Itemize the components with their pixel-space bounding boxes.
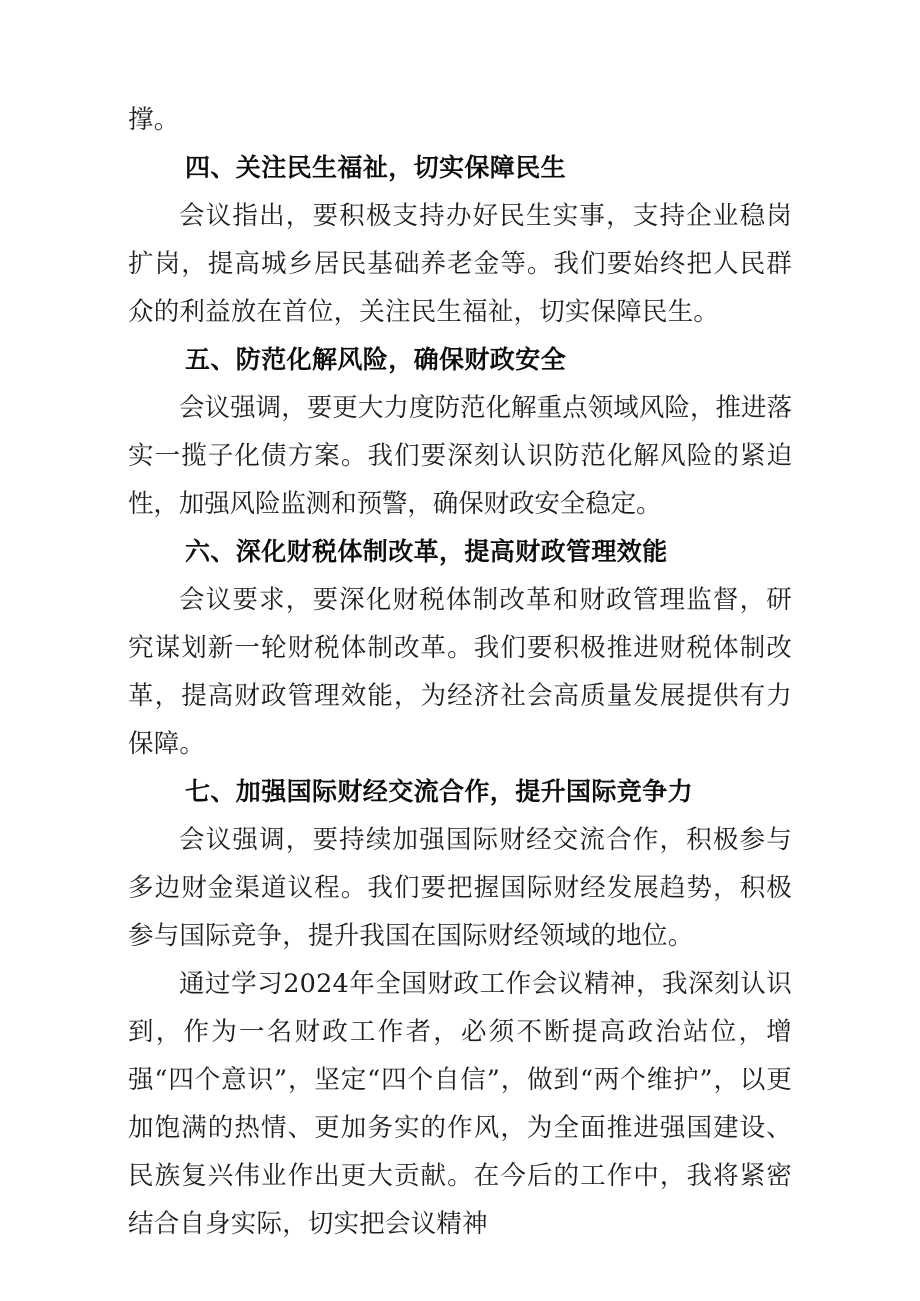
heading-section-five: 五、防范化解风险，确保财政安全 <box>185 346 567 374</box>
paragraph-section-five: 会议强调，要更大力度防范化解重点领域风险，推进落实一揽子化债方案。我们要深刻认识防范化解风险的紧迫性，加强风险监测和预警，确保财政安全稳定。 <box>128 393 792 519</box>
heading-section-four: 四、关注民生福祉，切实保障民生 <box>185 154 567 182</box>
paragraph-conclusion: 通过学习2024年全国财政工作会议精神，我深刻认识到，作为一名财政工作者，必须不断提高政治站位，增强“四个意识”，坚定“四个自信”，做到“两个维护”，以更加饱满的热情、更加务实的作风，为全面推进强国建设、民族复兴伟业作出更大贡献。在今后的工作中，我将紧密结合自身实际，切实把会议精神 <box>128 969 792 1239</box>
document-body <box>128 96 792 1248</box>
paragraph-section-six: 会议要求，要深化财税体制改革和财政管理监督，研究谋划新一轮财税体制改革。我们要积极推进财税体制改革，提高财政管理效能，为经济社会高质量发展提供有力保障。 <box>128 585 792 759</box>
continued-paragraph-support: 撑。 <box>128 105 180 135</box>
heading-section-seven: 七、加强国际财经交流合作，提升国际竞争力 <box>185 778 694 806</box>
paragraph-section-four: 会议指出，要积极支持办好民生实事，支持企业稳岗扩岗，提高城乡居民基础养老金等。我们要始终把人民群众的利益放在首位，关注民生福祉，切实保障民生。 <box>128 201 792 327</box>
paragraph-section-seven: 会议强调，要持续加强国际财经交流合作，积极参与多边财金渠道议程。我们要把握国际财经发展趋势，积极参与国际竞争，提升我国在国际财经领域的地位。 <box>128 825 792 951</box>
heading-section-six: 六、深化财税体制改革，提高财政管理效能 <box>185 538 668 566</box>
